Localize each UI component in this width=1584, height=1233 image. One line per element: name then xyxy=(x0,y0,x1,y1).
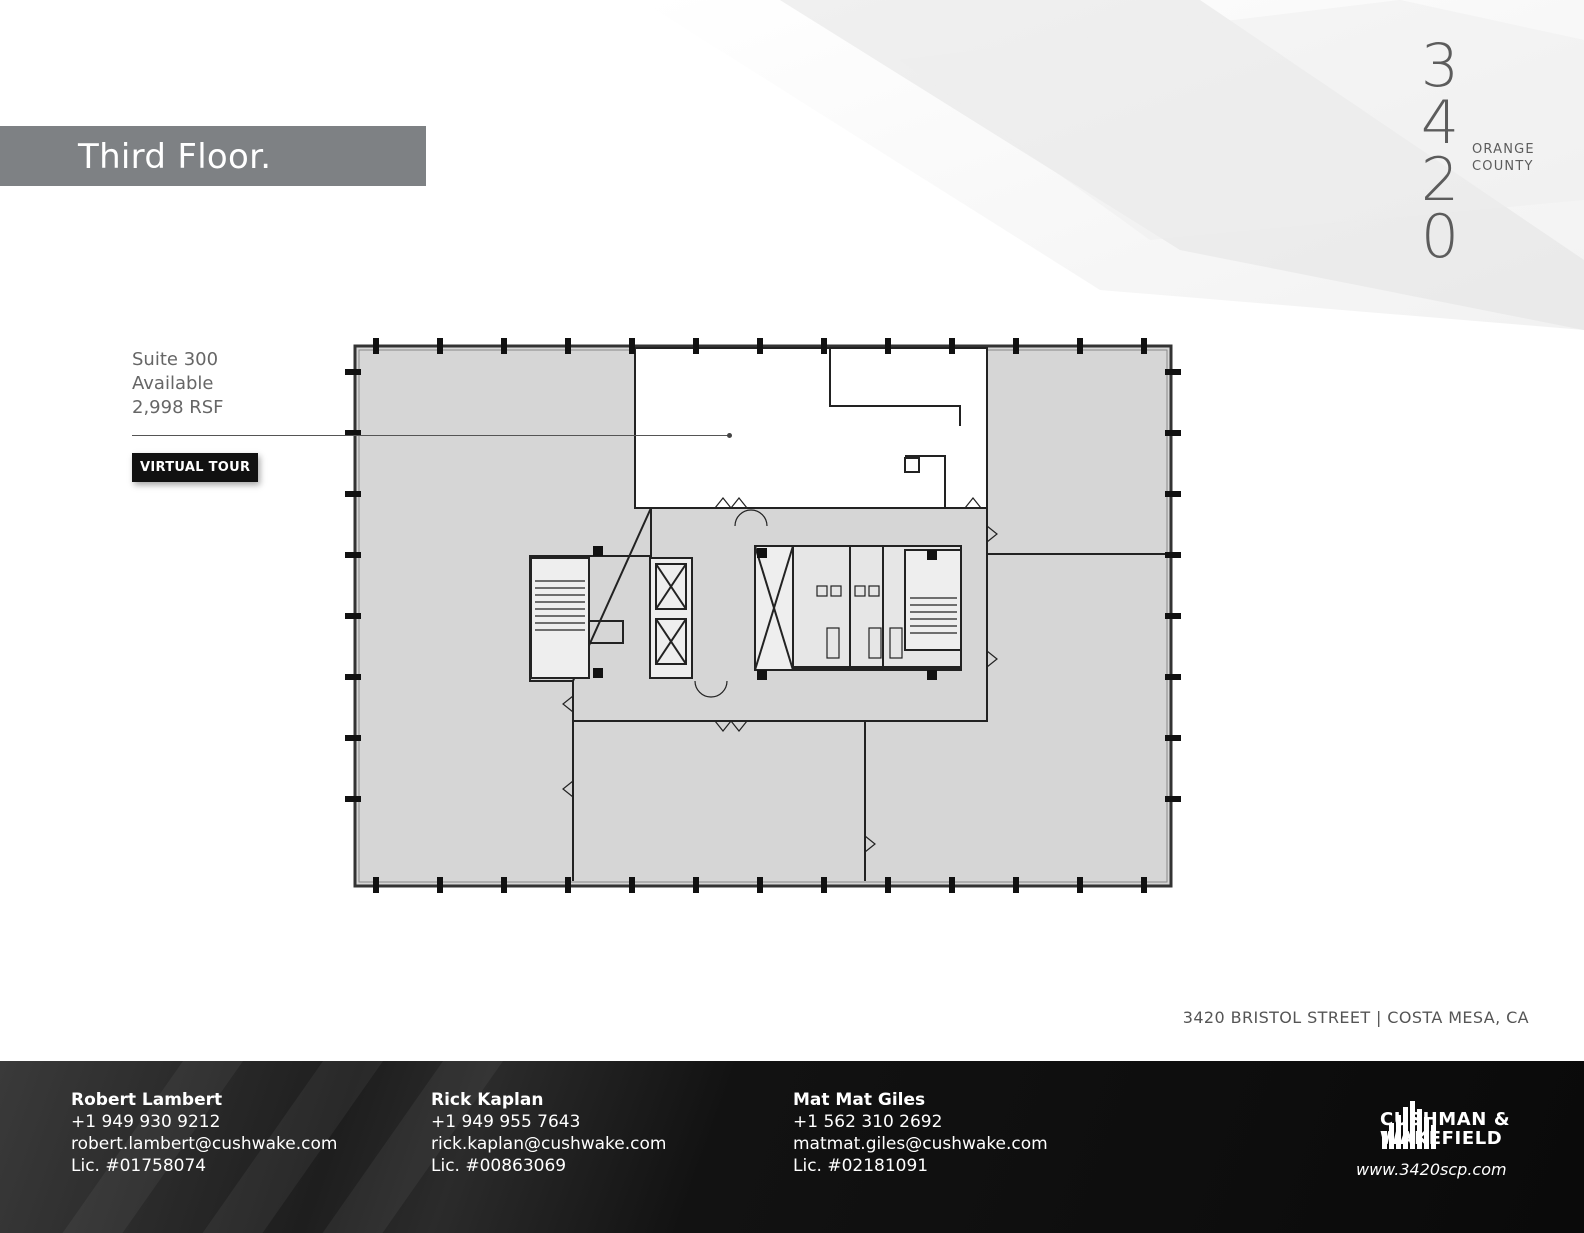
contact-email[interactable]: rick.kaplan@cushwake.com xyxy=(431,1134,667,1154)
logo-digit: 0 xyxy=(1420,202,1460,272)
logo-city-line1: ORANGE xyxy=(1472,142,1535,157)
suite-callout xyxy=(132,348,224,420)
building-logo-digits xyxy=(1418,31,1462,272)
contact-card xyxy=(793,1089,1048,1177)
logo-city-line2: COUNTY xyxy=(1472,159,1534,174)
contact-name: Robert Lambert xyxy=(71,1090,223,1110)
contact-name: Rick Kaplan xyxy=(431,1090,544,1110)
floor-title-band xyxy=(0,126,426,186)
suite-leader-line xyxy=(132,435,730,436)
contact-email[interactable]: robert.lambert@cushwake.com xyxy=(71,1134,338,1154)
contact-name: Mat Mat Giles xyxy=(793,1090,926,1110)
floor-title: Third Floor. xyxy=(78,137,272,177)
contact-card xyxy=(431,1089,666,1177)
logo-digit: 2 xyxy=(1420,145,1460,215)
suite-name: Suite 300 xyxy=(132,349,219,370)
contact-phone[interactable]: +1 949 955 7643 xyxy=(431,1112,581,1132)
contact-email[interactable]: matmat.giles@cushwake.com xyxy=(793,1134,1048,1154)
brand-line2: WAKEFIELD xyxy=(1380,1128,1503,1149)
logo-digit: 3 xyxy=(1420,31,1460,101)
brand-line1: CUSHMAN & xyxy=(1380,1109,1511,1130)
contact-license: Lic. #00863069 xyxy=(431,1156,567,1176)
suite-leader-dot xyxy=(727,433,732,438)
contact-phone[interactable]: +1 562 310 2692 xyxy=(793,1112,943,1132)
logo-digit: 4 xyxy=(1420,88,1460,158)
virtual-tour-button[interactable]: VIRTUAL TOUR xyxy=(132,453,258,482)
website-link[interactable]: www.3420scp.com xyxy=(1356,1160,1507,1179)
contact-license: Lic. #01758074 xyxy=(71,1156,207,1176)
contact-phone[interactable]: +1 949 930 9212 xyxy=(71,1112,221,1132)
logo-city xyxy=(1472,141,1535,175)
contact-card xyxy=(71,1089,337,1177)
floor-plan xyxy=(345,336,1185,901)
property-address: 3420 BRISTOL STREET | COSTA MESA, CA xyxy=(1182,1008,1529,1027)
suite-status: Available xyxy=(132,373,214,394)
suite-size: 2,998 RSF xyxy=(132,397,224,418)
contact-license: Lic. #02181091 xyxy=(793,1156,929,1176)
brand-wordmark xyxy=(1380,1110,1510,1148)
